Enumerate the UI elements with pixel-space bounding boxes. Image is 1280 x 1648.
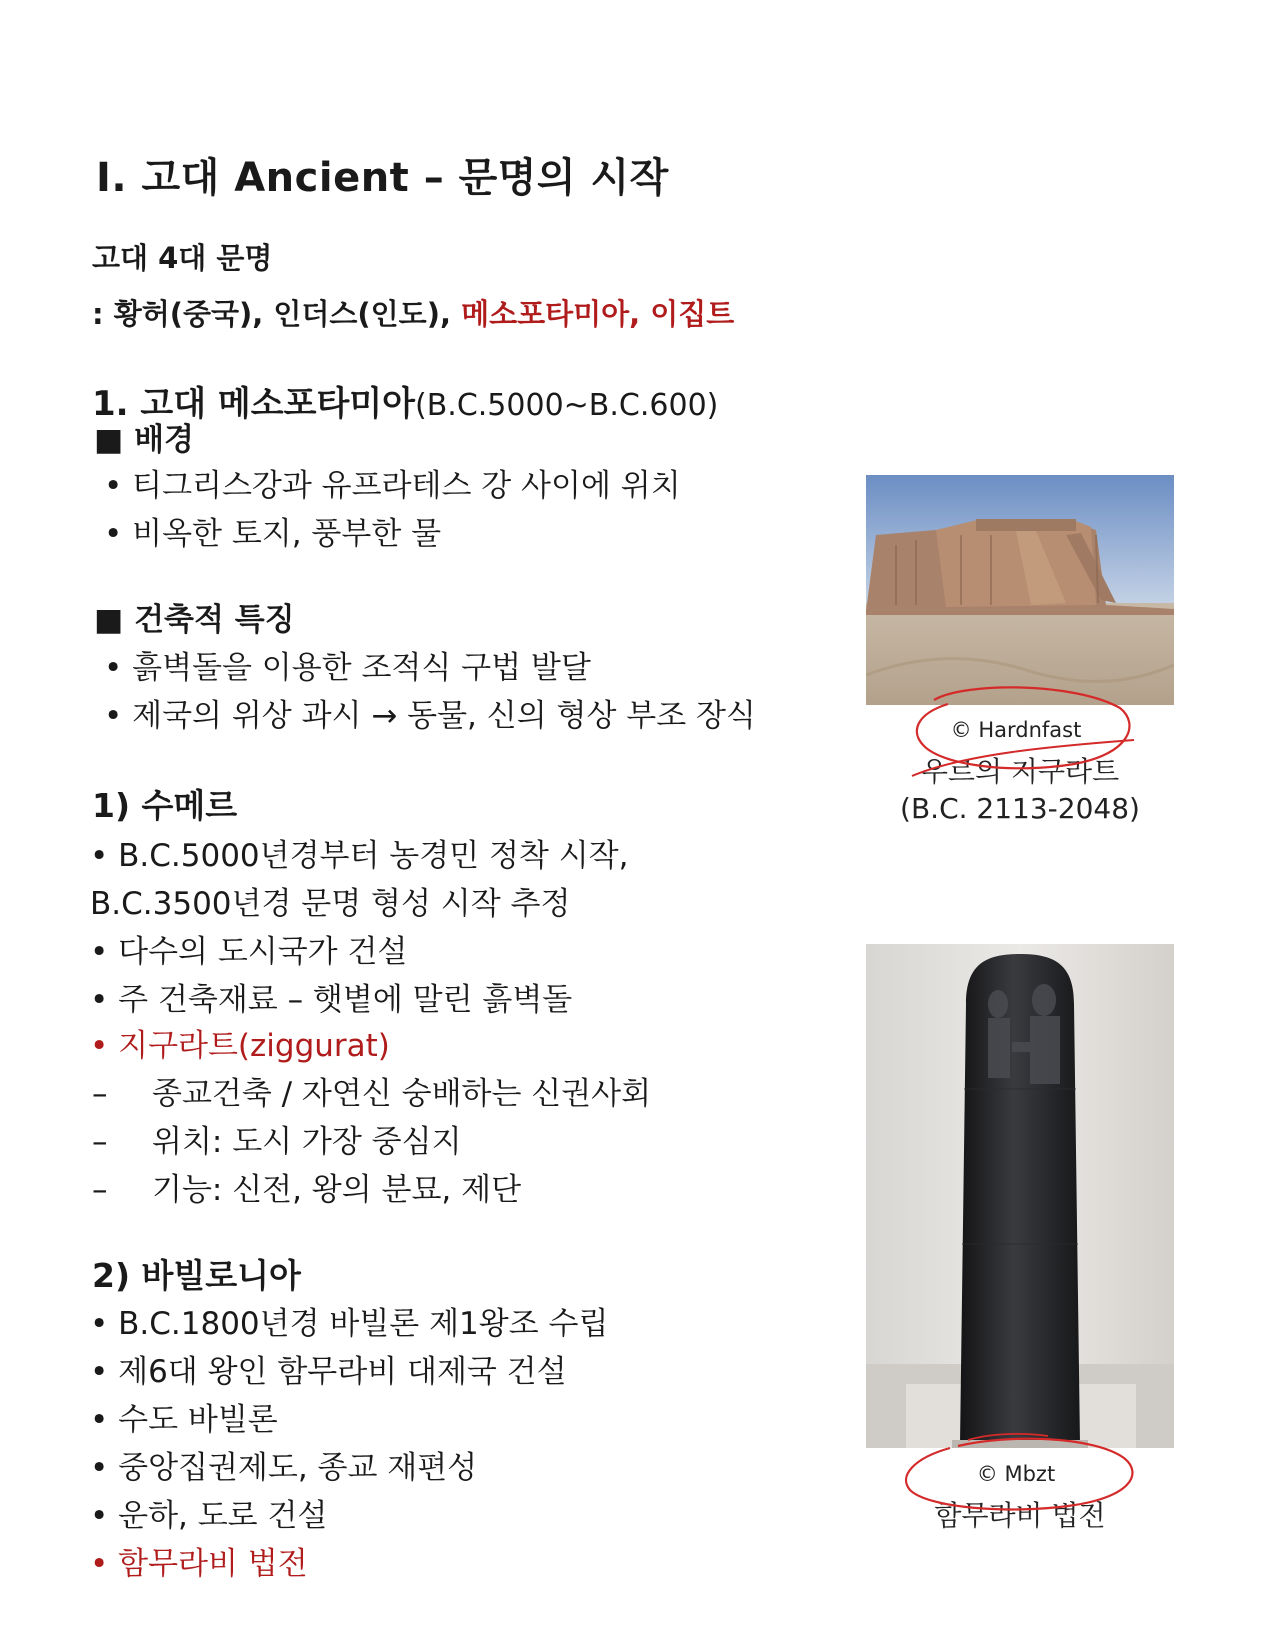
list-item: • 주 건축재료 – 햇볕에 말린 흙벽돌 <box>90 982 573 1018</box>
civilizations-prefix: : 황허(중국), 인더스(인도), <box>92 297 462 331</box>
hammurabi-code-photo <box>866 944 1174 1448</box>
list-item: • 다수의 도시국가 건설 <box>90 934 408 970</box>
list-item: • 제6대 왕인 함무라비 대제국 건설 <box>90 1354 567 1390</box>
list-item: • B.C.5000년경부터 농경민 정착 시작, <box>90 838 629 874</box>
list-item: • 제국의 위상 과시 → 동물, 신의 형상 부조 장식 <box>104 698 756 734</box>
architecture-heading: ■ 건축적 특징 <box>94 602 295 638</box>
list-item: • 운하, 도로 건설 <box>90 1498 328 1534</box>
annotation-circle <box>898 1432 1148 1518</box>
sumer-heading: 1) 수메르 <box>92 786 238 825</box>
background-heading: ■ 배경 <box>94 422 194 458</box>
ziggurat-highlight: • 지구라트(ziggurat) <box>90 1028 390 1064</box>
dash-item: – 기능: 신전, 왕의 분묘, 제단 <box>92 1172 522 1208</box>
list-item: B.C.3500년경 문명 형성 시작 추정 <box>90 886 571 922</box>
civilizations-heading: 고대 4대 문명 <box>92 241 273 275</box>
hammurabi-credit: © Mbzt <box>976 1462 1056 1486</box>
hammurabi-highlight: • 함무라비 법전 <box>90 1546 308 1582</box>
civilizations-list <box>92 292 734 333</box>
civilizations-highlight: 메소포타미아, 이집트 <box>461 297 735 331</box>
list-item: • 티그리스강과 유프라테스 강 사이에 위치 <box>104 468 681 504</box>
page-title: Ⅰ. 고대 Ancient – 문명의 시작 <box>96 155 669 201</box>
dash-item: – 종교건축 / 자연신 숭배하는 신권사회 <box>92 1076 652 1112</box>
babylon-heading: 2) 바빌로니아 <box>92 1256 301 1295</box>
list-item: • 흙벽돌을 이용한 조적식 구법 발달 <box>104 650 591 686</box>
section-period: (B.C.5000~B.C.600) <box>415 388 719 423</box>
ziggurat-caption: 우르의 지구라트 <box>920 755 1120 788</box>
ziggurat-credit: © Hardnfast <box>950 718 1082 742</box>
ziggurat-date: (B.C. 2113-2048) <box>900 792 1140 825</box>
annotation-circle <box>904 680 1144 780</box>
list-item: • 중앙집권제도, 종교 재편성 <box>90 1450 478 1486</box>
section-title: 1. 고대 메소포타미아 <box>92 384 415 424</box>
ziggurat-photo <box>866 475 1174 705</box>
list-item: • 수도 바빌론 <box>90 1402 278 1438</box>
dash-item: – 위치: 도시 가장 중심지 <box>92 1124 462 1160</box>
hammurabi-caption: 함무라비 법전 <box>934 1499 1106 1532</box>
list-item: • 비옥한 토지, 풍부한 물 <box>104 516 442 552</box>
list-item: • B.C.1800년경 바빌론 제1왕조 수립 <box>90 1306 609 1342</box>
